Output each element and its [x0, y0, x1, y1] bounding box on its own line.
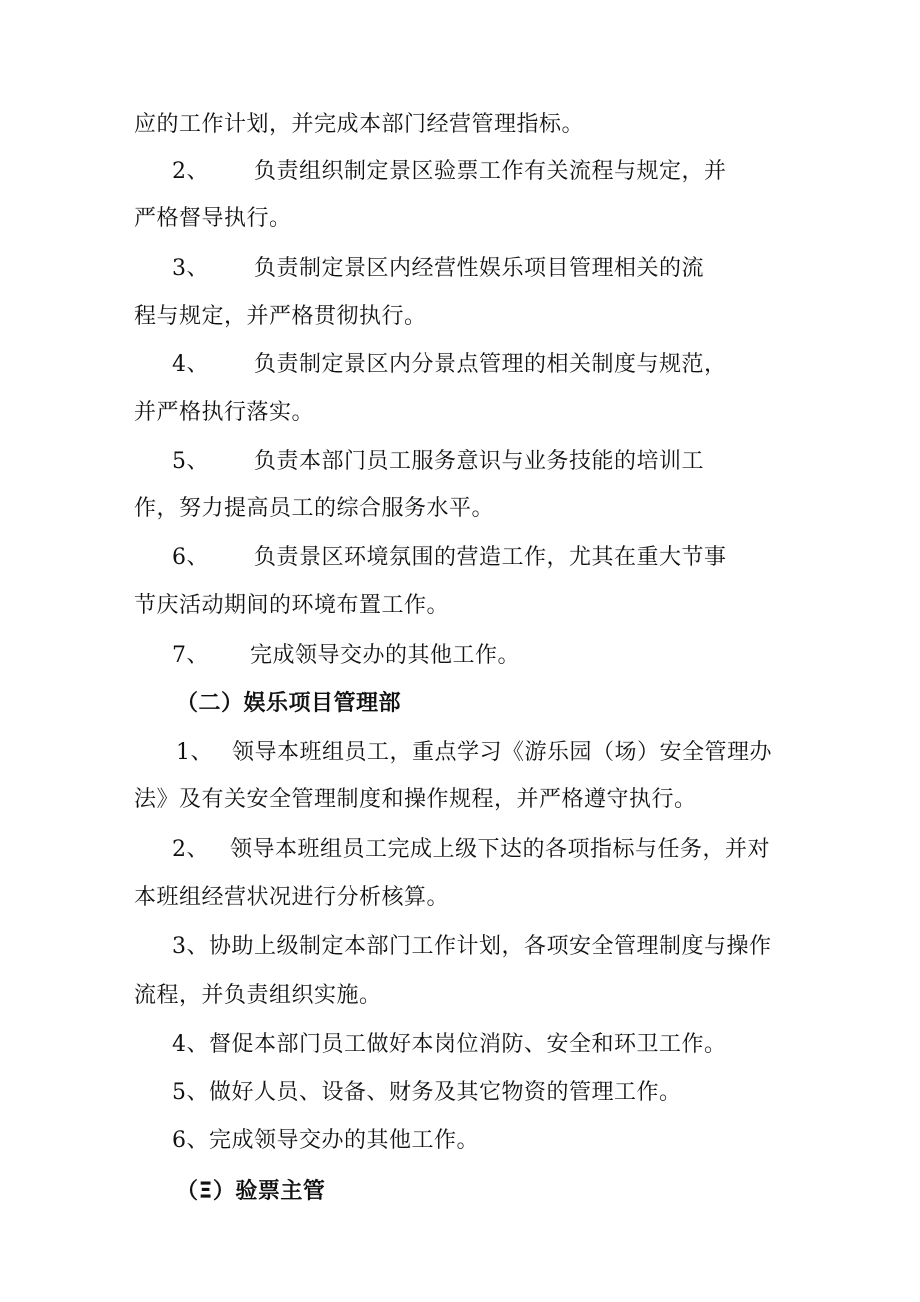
list-number: 2、 [172, 159, 209, 184]
list-number: 2、 [172, 837, 209, 862]
list-number: 1、 [176, 740, 213, 765]
list-item-3b: 3、协助上级制定本部门工作计划，各项安全管理制度与操作 [172, 934, 772, 959]
list-item-1 [176, 738, 772, 768]
paragraph-line: 应的工作计划，并完成本部门经营管理指标。 [134, 112, 585, 137]
list-text: 负责制定景区内分景点管理的相关制度与规范， [254, 352, 727, 377]
paragraph-line: 并严格执行落实。 [134, 400, 315, 425]
list-text: 负责本部门员工服务意识与业务技能的培训工 [254, 449, 705, 474]
paragraph-line: 节庆活动期间的环境布置工作。 [134, 593, 450, 618]
list-item-4b: 4、督促本部门员工做好本岗位消防、安全和环卫工作。 [172, 1032, 727, 1057]
paragraph-line: 作，努力提高员工的综合服务水平。 [134, 496, 495, 521]
paragraph-line: 法》及有关安全管理制度和操作规程，并严格遵守执行。 [134, 787, 697, 812]
list-item-3 [172, 254, 704, 284]
list-text: 负责组织制定景区验票工作有关流程与规定，并 [254, 159, 727, 184]
list-item-2 [172, 157, 727, 187]
list-item-4 [172, 350, 727, 380]
list-text: 领导本班组员工完成上级下达的各项指标与任务，并对 [230, 837, 771, 862]
paragraph-line: 流程，并负责组织实施。 [134, 983, 382, 1008]
section-heading: （Ξ）验票主管 [176, 1179, 326, 1204]
list-item-2b [172, 835, 770, 865]
section-heading: （二）娱乐项目管理部 [176, 691, 402, 716]
list-number: 5、 [172, 449, 209, 474]
list-text: 负责制定景区内经营性娱乐项目管理相关的流 [254, 256, 705, 281]
list-number: 7、 [172, 643, 209, 668]
list-item-6 [172, 543, 727, 573]
list-item-6b: 6、完成领导交办的其他工作。 [172, 1128, 479, 1153]
list-text: 负责景区环境氛围的营造工作，尤其在重大节事 [254, 545, 727, 570]
list-item-5b: 5、做好人员、设备、财务及其它物资的管理工作。 [172, 1080, 682, 1105]
list-text: 领导本班组员工，重点学习《游乐园（场）安全管理办 [232, 740, 773, 765]
list-number: 6、 [172, 545, 209, 570]
list-item-7 [172, 641, 520, 671]
list-item-5 [172, 447, 704, 477]
paragraph-line: 严格督导执行。 [134, 206, 292, 231]
paragraph-line: 程与规定，并严格贯彻执行。 [134, 304, 427, 329]
list-text: 完成领导交办的其他工作。 [250, 643, 521, 668]
list-number: 3、 [172, 256, 209, 281]
list-number: 4、 [172, 352, 209, 377]
paragraph-line: 本班组经营状况进行分析核算。 [134, 885, 450, 910]
